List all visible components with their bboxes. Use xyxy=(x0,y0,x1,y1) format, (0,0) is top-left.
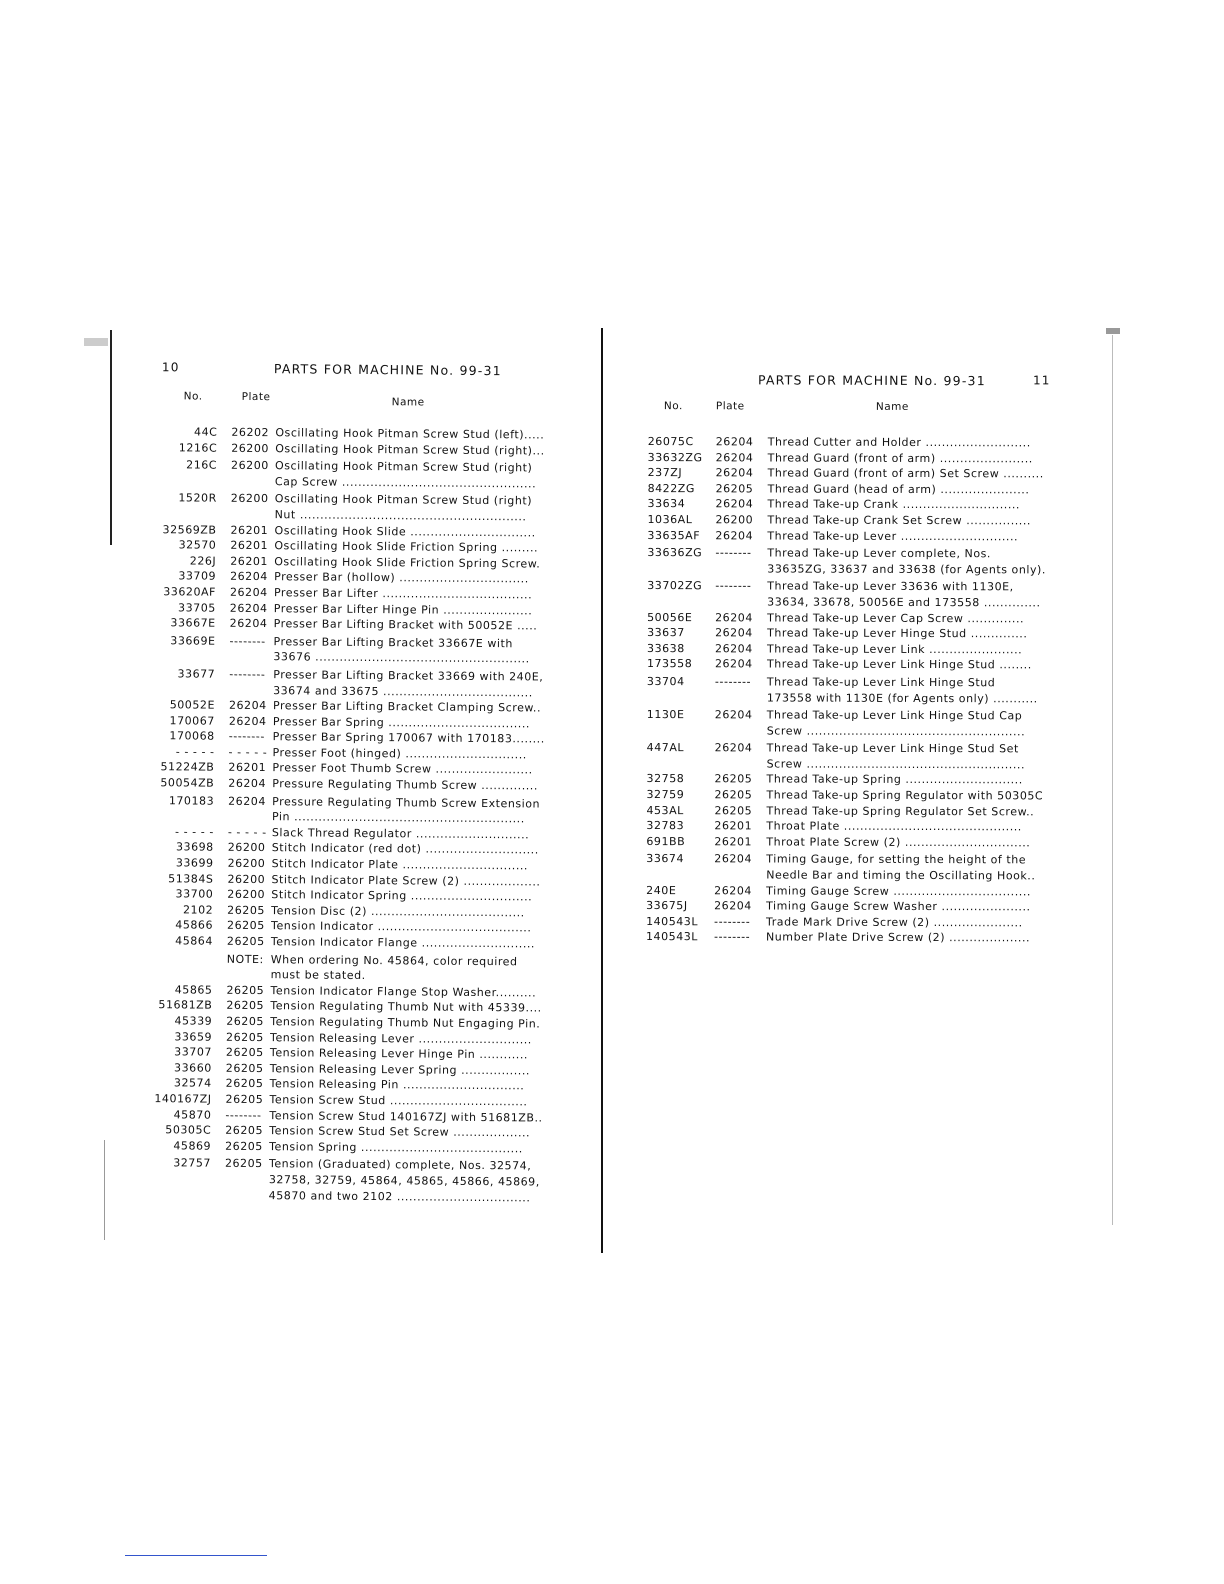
plate-number: 26204 xyxy=(714,657,753,671)
part-name: Presser Bar (hollow) ................................ xyxy=(274,570,529,586)
part-name: Tension Releasing Lever Spring ................. xyxy=(269,1061,531,1078)
plate-number: -------- xyxy=(228,730,265,744)
table-row xyxy=(133,1138,558,1157)
table-row xyxy=(637,707,1057,740)
plate-number: 26204 xyxy=(228,776,267,791)
part-name: Thread Take-up Lever Hinge Stud .............. xyxy=(767,626,1028,641)
part-number: 33667E xyxy=(170,616,216,630)
table-row xyxy=(139,457,564,492)
part-name: Oscillating Hook Pitman Screw Stud (right) Nut ........................................................ xyxy=(274,492,533,524)
part-number xyxy=(135,951,221,983)
part-number: 32569ZB xyxy=(162,522,217,537)
part-number: 33659 xyxy=(174,1029,213,1044)
table-row xyxy=(636,929,1056,946)
table-row xyxy=(138,615,563,634)
plate-number: -------- xyxy=(225,1108,262,1122)
table-row xyxy=(638,465,1058,482)
part-number: 33637 xyxy=(647,626,685,640)
plate-number: 26204 xyxy=(228,698,267,713)
part-number: 1036AL xyxy=(647,513,693,527)
part-name: Thread Guard (front of arm) Set Screw .......... xyxy=(767,466,1044,481)
part-number: 45869 xyxy=(173,1139,212,1153)
table-row xyxy=(637,545,1057,578)
part-number: 2102 xyxy=(182,903,214,917)
part-number: 237ZJ xyxy=(647,466,683,480)
right-page-header xyxy=(638,370,1058,395)
plate-number: 26201 xyxy=(230,523,269,537)
plate-number: 26205 xyxy=(227,919,265,933)
part-number: 170068 xyxy=(169,729,215,743)
plate-number: 26200 xyxy=(230,492,269,506)
part-name: Throat Plate ............................................ xyxy=(766,819,1022,834)
part-name: Thread Take-up Lever Cap Screw .............. xyxy=(767,610,1025,625)
part-name: Number Plate Drive Screw (2) .................... xyxy=(765,930,1031,945)
part-number: 140543L xyxy=(645,930,699,944)
table-row xyxy=(637,610,1057,627)
part-number: 453AL xyxy=(646,803,684,817)
part-number: 32574 xyxy=(173,1076,212,1090)
part-name: Thread Take-up Lever ............................. xyxy=(767,529,1019,543)
part-number: 33635AF xyxy=(647,528,701,542)
plate-number: 26204 xyxy=(229,616,268,631)
plate-number: -------- xyxy=(713,930,751,944)
part-number: 50056E xyxy=(647,610,693,624)
left-edge-speckle xyxy=(84,338,108,346)
column-header-name: Name xyxy=(391,396,425,409)
column-headers xyxy=(638,400,1058,423)
left-scan-edge-lower xyxy=(104,1140,105,1240)
table-row xyxy=(636,787,1056,804)
table-row xyxy=(636,883,1056,900)
part-number: 33709 xyxy=(178,569,217,584)
plate-number: 26201 xyxy=(230,554,269,568)
plate-number: 26200 xyxy=(227,841,266,855)
part-name: Thread Take-up Lever 33636 with 1130E, 33634, 33678, 50056E and 173558 .............. xyxy=(767,579,1041,610)
part-number: 32757 xyxy=(173,1156,212,1170)
right-scan-edge xyxy=(1112,335,1113,1225)
table-row xyxy=(637,740,1057,773)
part-name: Tension Indicator Flange Stop Washer.......... xyxy=(270,983,537,1000)
table-row xyxy=(637,512,1057,529)
part-name: Thread Guard (head of arm) ...................... xyxy=(767,482,1030,497)
part-name: Trade Mark Drive Screw (2) ...................... xyxy=(766,915,1023,930)
plate-number: 26205 xyxy=(226,934,265,949)
plate-number: 26204 xyxy=(714,852,753,866)
plate-number: 26204 xyxy=(715,497,754,511)
part-number: 140543L xyxy=(646,914,699,929)
part-number: 26075C xyxy=(647,435,694,449)
part-name: Thread Cutter and Holder .......................... xyxy=(767,435,1031,450)
part-number: 45339 xyxy=(174,1014,213,1028)
part-number: 50305C xyxy=(165,1123,212,1137)
part-number: 33705 xyxy=(178,600,216,615)
part-number: 45864 xyxy=(175,934,213,948)
column-header-no: No. xyxy=(663,400,683,413)
plate-number: 26205 xyxy=(225,1139,263,1153)
table-row xyxy=(637,674,1057,707)
plate-number: 26204 xyxy=(714,883,752,898)
part-name: Presser Bar Lifting Bracket 33667E with 33676 ..................................................... xyxy=(273,634,530,666)
plate-number: 26205 xyxy=(714,803,753,818)
part-name: Thread Take-up Lever Link Hinge Stud ........ xyxy=(766,657,1032,672)
plate-number: 26201 xyxy=(230,538,269,553)
plate-number: -------- xyxy=(229,634,266,648)
part-number: 45870 xyxy=(173,1107,212,1122)
table-row xyxy=(638,481,1058,498)
page-number: 10 xyxy=(161,360,180,375)
table-row xyxy=(637,528,1057,545)
table-row xyxy=(135,933,560,952)
plate-number: 26202 xyxy=(231,425,270,440)
part-name: Stitch Indicator (red dot) ............................ xyxy=(271,841,539,857)
part-name: Tension Releasing Pin .............................. xyxy=(269,1077,525,1093)
part-number: 1520R xyxy=(178,491,217,506)
part-name: Thread Take-up Crank ............................. xyxy=(767,497,1021,512)
left-page xyxy=(133,360,565,1206)
part-number: 33698 xyxy=(175,840,214,855)
part-name: Stitch Indicator Plate ............................... xyxy=(271,857,529,873)
left-page-header xyxy=(140,360,565,388)
part-number: 240E xyxy=(646,883,677,897)
parts-table xyxy=(636,434,1058,946)
plate-number: 26201 xyxy=(714,835,753,849)
plate-number: 26204 xyxy=(230,570,268,584)
page-gutter-line xyxy=(601,328,603,1253)
part-number: 33638 xyxy=(647,641,685,655)
table-row xyxy=(638,496,1058,513)
plate-number: 26205 xyxy=(715,482,754,496)
plate-number: 26205 xyxy=(224,1157,263,1171)
table-row xyxy=(637,771,1057,788)
part-name: Stitch Indicator Plate Screw (2) ................... xyxy=(271,872,541,889)
plate-number: 26201 xyxy=(714,819,753,833)
table-row xyxy=(139,490,564,525)
part-number: 226J xyxy=(189,554,217,568)
part-number: 32570 xyxy=(178,538,217,552)
plate-number: 26200 xyxy=(227,872,266,886)
part-number: - - - - - xyxy=(175,745,215,759)
part-number: 140167ZJ xyxy=(154,1092,212,1106)
part-name: Presser Bar Spring ................................... xyxy=(272,714,531,731)
part-name: Tension Regulating Thumb Nut Engaging Pin. xyxy=(270,1015,541,1031)
part-name: Oscillating Hook Pitman Screw Stud (right)... xyxy=(275,441,545,458)
part-number: 33702ZG xyxy=(647,579,703,593)
part-number: 170183 xyxy=(168,793,215,808)
plate-number: 26200 xyxy=(231,458,269,473)
part-number: 447AL xyxy=(646,741,685,755)
part-name: Presser Bar Lifting Bracket Clamping Screw.. xyxy=(272,699,542,715)
table-row xyxy=(637,641,1057,658)
plate-number: - - - - - xyxy=(228,745,268,760)
plate-number: 26204 xyxy=(715,435,754,449)
page-title: PARTS FOR MACHINE No. 99-31 xyxy=(757,372,986,389)
part-name: Thread Take-up Lever Link Hinge Stud Cap Screw ...................................................... xyxy=(766,708,1026,739)
part-name: Tension Releasing Lever ............................ xyxy=(270,1030,532,1047)
bottom-underline xyxy=(125,1555,267,1556)
part-number: 1130E xyxy=(646,708,685,722)
plate-number: 26205 xyxy=(225,1061,264,1075)
part-name: Oscillating Hook Slide Friction Spring ......... xyxy=(274,539,539,555)
table-row xyxy=(637,578,1057,611)
part-number: 216C xyxy=(186,458,218,472)
part-number: 33699 xyxy=(175,856,214,870)
part-number: 33700 xyxy=(175,887,214,901)
plate-number: -------- xyxy=(715,546,752,560)
part-number: - - - - - xyxy=(175,825,214,839)
part-number: 33677 xyxy=(177,667,216,681)
column-header-no: No. xyxy=(183,390,203,403)
part-name: Tension Indicator ...................................... xyxy=(271,919,532,935)
part-name: Tension Indicator Flange ............................ xyxy=(270,935,536,951)
plate-number: 26205 xyxy=(226,999,265,1013)
table-row xyxy=(133,1155,558,1205)
plate-number: -------- xyxy=(714,915,751,929)
part-name: Oscillating Hook Slide ............................... xyxy=(274,523,536,540)
part-number: 691BB xyxy=(646,834,686,849)
table-row xyxy=(638,450,1058,467)
plate-number: 26201 xyxy=(228,761,267,775)
plate-number: 26204 xyxy=(229,585,268,600)
part-name: Timing Gauge Screw Washer ...................... xyxy=(766,899,1031,914)
plate-number: - - - - - xyxy=(227,825,267,839)
part-name: Timing Gauge, for setting the height of the Needle Bar and timing the Oscillating Hook.. xyxy=(766,852,1036,883)
part-name: Presser Bar Lifting Bracket with 50052E ..... xyxy=(273,617,538,633)
part-number: 33620AF xyxy=(163,585,217,599)
plate-number: 26205 xyxy=(225,1045,264,1060)
table-row xyxy=(636,818,1056,835)
part-name: Tension Regulating Thumb Nut with 45339.... xyxy=(270,999,542,1015)
table-row xyxy=(137,666,562,701)
left-scan-edge xyxy=(110,330,112,545)
part-name: Presser Bar Lifter Hinge Pin ...................... xyxy=(273,601,533,617)
plate-number: 26200 xyxy=(231,441,270,455)
plate-number: 26205 xyxy=(226,1030,264,1044)
table-row xyxy=(636,834,1056,851)
plate-number: 26205 xyxy=(225,1077,264,1091)
plate-number: -------- xyxy=(715,579,752,593)
part-name: Throat Plate Screw (2) ............................... xyxy=(766,835,1031,850)
column-header-name: Name xyxy=(875,400,909,413)
part-number: 51681ZB xyxy=(158,998,213,1013)
plate-number: 26204 xyxy=(228,794,266,808)
part-number: 33704 xyxy=(646,674,685,689)
part-number: 32783 xyxy=(646,819,685,833)
part-name: Tension (Graduated) complete, Nos. 32574, 32758, 32759, 45864, 45865, 45866, 45869, 45870 and two 2102 ................................. xyxy=(268,1157,540,1204)
part-name: Oscillating Hook Slide Friction Spring Screw. xyxy=(274,554,541,571)
part-name: Tension Disc (2) ...................................... xyxy=(271,903,525,920)
plate-number: 26204 xyxy=(715,450,754,464)
part-number: 50054ZB xyxy=(160,776,215,790)
table-row xyxy=(136,793,561,828)
part-number: 1216C xyxy=(178,440,218,455)
part-number: 33669E xyxy=(170,633,216,648)
part-number: 45866 xyxy=(175,918,214,933)
column-headers xyxy=(140,390,565,416)
plate-number: 26204 xyxy=(714,741,753,755)
table-row xyxy=(636,851,1056,884)
part-name: Thread Take-up Lever Link Hinge Stud Set Screw ...................................................... xyxy=(766,741,1026,772)
plate-number: 26205 xyxy=(225,1092,264,1107)
part-name: Presser Foot Thumb Screw ........................ xyxy=(272,761,533,777)
plate-number: 26204 xyxy=(715,466,754,480)
plate-number: NOTE: xyxy=(226,952,264,966)
part-name: Tension Screw Stud 140167ZJ with 51681ZB.. xyxy=(269,1108,543,1125)
plate-number: 26200 xyxy=(227,888,266,902)
part-name: Tension Releasing Lever Hinge Pin ............ xyxy=(269,1046,529,1062)
plate-number: 26204 xyxy=(715,610,753,624)
part-number: 33634 xyxy=(647,497,686,511)
table-row xyxy=(636,803,1056,820)
part-number: 33675J xyxy=(646,899,688,913)
table-row xyxy=(637,625,1057,642)
plate-number: 26204 xyxy=(715,626,753,640)
part-name: Presser Foot (hinged) .............................. xyxy=(272,746,527,762)
part-number: 33636ZG xyxy=(647,546,703,560)
part-name: Pressure Regulating Thumb Screw .............. xyxy=(272,777,538,793)
part-name: Thread Guard (front of arm) ....................... xyxy=(767,451,1033,465)
part-name: Pressure Regulating Thumb Screw Extension Pin ......................................................... xyxy=(271,794,541,826)
part-number: 51224ZB xyxy=(160,760,215,775)
table-row xyxy=(636,914,1056,931)
right-page xyxy=(636,370,1058,946)
part-name: Oscillating Hook Pitman Screw Stud (left)..... xyxy=(275,426,545,442)
plate-number: 26204 xyxy=(715,528,754,542)
part-number: 32758 xyxy=(646,772,685,786)
plate-number: 26205 xyxy=(227,903,266,917)
part-name: Tension Spring ........................................ xyxy=(269,1139,523,1156)
plate-number: 26205 xyxy=(714,788,753,802)
table-row xyxy=(136,775,561,794)
part-number: 45865 xyxy=(174,983,213,997)
plate-number: 26200 xyxy=(227,856,266,871)
part-name: Thread Take-up Lever complete, Nos. 33635ZG, 33637 and 33638 (for Agents only). xyxy=(767,546,1046,577)
part-name: Thread Take-up Lever Link ....................... xyxy=(767,642,1023,657)
part-name: Stitch Indicator Spring .............................. xyxy=(271,888,533,904)
part-name: Tension Screw Stud Set Screw ................... xyxy=(269,1124,531,1140)
part-number: 173558 xyxy=(646,657,693,671)
part-name: Thread Take-up Spring Regulator with 50305C xyxy=(766,788,1044,803)
part-name: Thread Take-up Crank Set Screw ................ xyxy=(767,513,1031,528)
plate-number: 26205 xyxy=(226,983,265,997)
part-name: Tension Screw Stud .................................. xyxy=(269,1093,528,1109)
part-number: 33660 xyxy=(174,1061,212,1075)
part-name: Thread Take-up Lever Link Hinge Stud 173558 with 1130E (for Agents only) ........... xyxy=(766,675,1038,705)
part-name: Timing Gauge Screw .................................. xyxy=(766,884,1031,898)
plate-number: 26204 xyxy=(229,601,268,615)
part-name: Thread Take-up Spring ............................. xyxy=(766,772,1023,787)
part-number: 50052E xyxy=(169,698,216,712)
part-name: Presser Bar Spring 170067 with 170183........ xyxy=(272,730,545,746)
part-name: Presser Bar Lifting Bracket 33669 with 240E, 33674 and 33675 ..................................... xyxy=(273,668,544,699)
column-header-plate: Plate xyxy=(241,390,271,404)
part-name: When ordering No. 45864, color required must be stated. xyxy=(270,952,518,983)
part-number: 33632ZG xyxy=(647,450,703,464)
table-row xyxy=(137,633,562,668)
part-name: Thread Take-up Spring Regulator Set Screw.. xyxy=(766,804,1035,819)
part-name: Presser Bar Lifter ..................................... xyxy=(273,586,533,602)
part-number: 33707 xyxy=(174,1045,213,1059)
column-header-plate: Plate xyxy=(715,400,745,413)
table-row xyxy=(638,434,1058,451)
page-number: 11 xyxy=(1032,373,1051,388)
part-name: Oscillating Hook Pitman Screw Stud (right) Cap Screw ................................................ xyxy=(274,459,537,491)
table-row xyxy=(135,951,560,986)
part-name: Slack Thread Regulator ............................ xyxy=(271,826,530,842)
plate-number: 26205 xyxy=(225,1123,264,1138)
parts-table xyxy=(133,424,565,1206)
part-number: 51384S xyxy=(168,871,214,886)
plate-number: 26205 xyxy=(226,1014,265,1029)
part-number: 44C xyxy=(193,425,218,439)
part-number: 32759 xyxy=(646,788,685,802)
table-row xyxy=(636,898,1056,915)
table-row xyxy=(637,656,1057,673)
page-title: PARTS FOR MACHINE No. 99-31 xyxy=(273,361,502,379)
plate-number: 26200 xyxy=(715,513,754,527)
plate-number: 26204 xyxy=(714,708,753,722)
table-row xyxy=(139,440,564,459)
right-scan-edge-top xyxy=(1106,328,1120,334)
part-number: 33674 xyxy=(646,852,685,866)
plate-number: 26204 xyxy=(228,714,267,728)
plate-number: 26204 xyxy=(715,641,753,656)
plate-number: -------- xyxy=(714,675,752,689)
part-number: 170067 xyxy=(169,713,215,728)
plate-number: 26205 xyxy=(714,772,753,786)
part-number: 8422ZG xyxy=(647,481,695,495)
plate-number: -------- xyxy=(229,667,266,682)
plate-number: 26204 xyxy=(714,899,752,913)
